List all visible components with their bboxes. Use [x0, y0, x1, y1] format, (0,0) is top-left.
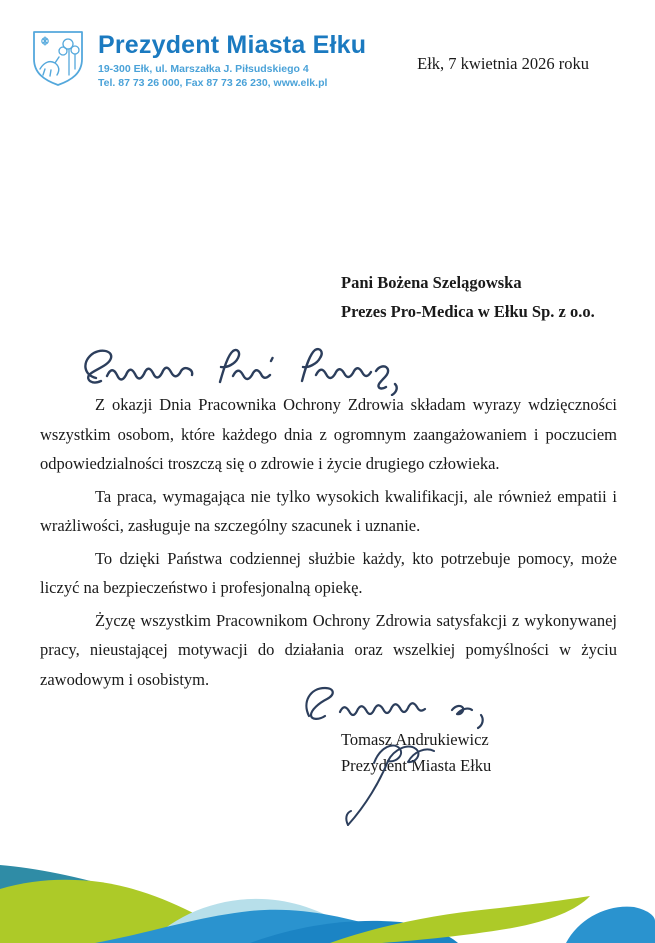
- recipient-name: Pani Bożena Szelągowska: [341, 273, 522, 292]
- sender-address: [98, 63, 366, 90]
- sender-title: Prezydent Miasta Ełku: [98, 31, 367, 59]
- elk-coat-of-arms-icon: [30, 29, 86, 87]
- handwritten-greeting: [80, 344, 412, 396]
- recipient-block: [341, 268, 595, 326]
- paragraph-2: Ta praca, wymagająca nie tylko wysokich kwalifikacji, ale również empatii i wrażliwości, zasługuje na szczególny szacunek i uznanie.: [40, 486, 617, 535]
- sender-address-line2: Tel. 87 73 26 000, Fax 87 73 26 230, www.elk.pl: [98, 76, 328, 89]
- date-line: Ełk, 7 kwietnia 2026 roku: [417, 54, 589, 73]
- recipient-title: Prezes Pro-Medica w Ełku Sp. z o.o.: [341, 302, 595, 321]
- signature-flourish: [330, 733, 490, 833]
- letterhead-text: [98, 29, 366, 90]
- handwritten-closing-strokes: [300, 682, 512, 730]
- paragraph-3: To dzięki Państwa codziennej służbie każdy, kto potrzebuje pomocy, może liczyć na bezpieczeństwo i profesjonalną opiekę.: [40, 548, 617, 597]
- handwritten-closing: [300, 682, 512, 730]
- handwritten-greeting-strokes: [80, 344, 412, 396]
- paragraph-4: Życzę wszystkim Pracownikom Ochrony Zdrowia satysfakcji z wykonywanej pracy, nieustającej motywacji do działania oraz wszelkiej pomyślności w życiu zawodowym i osobistym.: [40, 610, 617, 689]
- sender-address-line1: 19-300 Ełk, ul. Marszałka J. Piłsudskiego 4: [98, 63, 309, 75]
- signatory-title: Prezydent Miasta Ełku: [341, 756, 492, 775]
- signatory-name: Tomasz Andrukiewicz: [341, 730, 489, 749]
- footer-wave-graphic: [0, 855, 655, 943]
- signature-strokes: [330, 733, 490, 833]
- letterhead: [30, 29, 366, 90]
- letter-body: [40, 390, 617, 697]
- paragraph-1: Z okazji Dnia Pracownika Ochrony Zdrowia składam wyrazy wdzięczności wszystkim osobom, które każdego dnia z ogromnym zaangażowaniem i poczuciem odpowiedzialności troszczą się o zdrowie i życie drugiego człowieka.: [40, 395, 617, 473]
